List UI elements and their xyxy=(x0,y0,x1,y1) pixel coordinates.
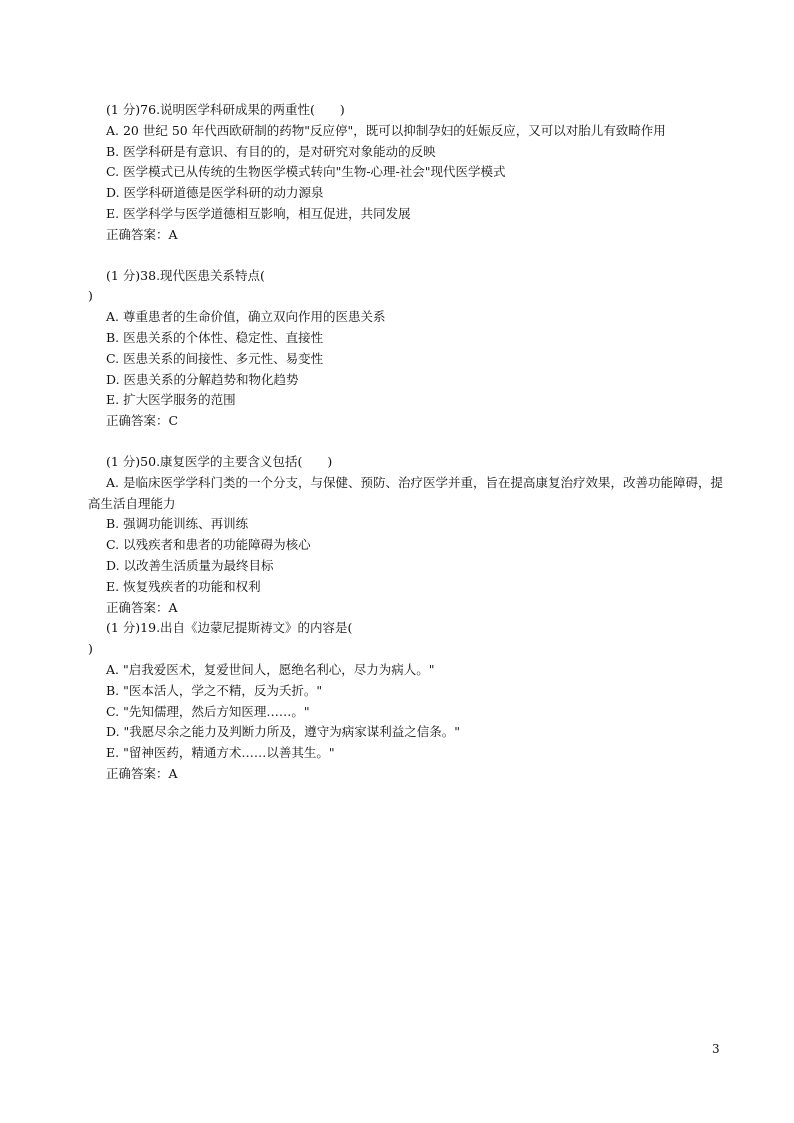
option-d: D. "我愿尽余之能力及判断力所及，遵守为病家谋利益之信条。" xyxy=(106,724,461,740)
option-b: B. 医患关系的个体性、稳定性、直接性 xyxy=(106,329,324,345)
correct-answer: 正确答案：A xyxy=(106,599,178,615)
question-38 xyxy=(88,266,728,432)
correct-answer: 正确答案：A xyxy=(106,765,178,781)
option-a: A. 20 世纪 50 年代西欧研制的药物"反应停"，既可以抑制孕妇的妊娠反应，又可以对胎儿有致畸作用 xyxy=(106,122,666,138)
page-number: 3 xyxy=(712,1042,720,1056)
option-d: D. 医学科研道德是医学科研的动力源泉 xyxy=(106,185,324,201)
question-19 xyxy=(88,618,728,784)
option-c: C. 医学模式已从传统的生物医学模式转向"生物-心理-社会"现代医学模式 xyxy=(106,164,506,180)
option-c: C. 以残疾者和患者的功能障碍为核心 xyxy=(106,537,311,553)
correct-answer: 正确答案：C xyxy=(106,413,179,429)
option-e: E. 扩大医学服务的范围 xyxy=(106,392,236,408)
document-body xyxy=(88,100,728,785)
question-76 xyxy=(88,100,728,246)
option-c: C. 医患关系的间接性、多元性、易变性 xyxy=(106,350,324,366)
correct-answer: 正确答案：A xyxy=(106,226,178,242)
option-d: D. 医患关系的分解趋势和物化趋势 xyxy=(106,371,299,387)
option-e: E. 医学科学与医学道德相互影响，相互促进，共同发展 xyxy=(106,205,411,221)
question-stem: (1 分)38.现代医患关系特点( xyxy=(106,267,265,283)
question-stem: (1 分)19.出自《边蒙尼提斯祷文》的内容是( xyxy=(106,620,353,636)
option-e: E. "留神医药，精通方术……以善其生。" xyxy=(106,745,335,761)
question-stem-close: ) xyxy=(88,641,93,657)
option-b: B. 强调功能训练、再训练 xyxy=(106,516,249,532)
option-a: A. "启我爱医术，复爱世间人，愿绝名利心，尽力为病人。" xyxy=(106,661,435,677)
option-b: B. "医本活人，学之不精，反为夭折。" xyxy=(106,682,323,698)
option-a: A. 尊重患者的生命价值，确立双向作用的医患关系 xyxy=(106,309,386,325)
option-d: D. 以改善生活质量为最终目标 xyxy=(106,557,274,573)
question-stem: (1 分)76.说明医学科研成果的两重性( ) xyxy=(106,102,345,117)
question-stem-close: ) xyxy=(88,288,93,304)
option-a: A. 是临床医学学科门类的一个分支，与保健、预防、治疗医学并重，旨在提高康复治疗效果，改善功能障碍，提高生活自理能力 xyxy=(88,474,723,511)
option-b: B. 医学科研是有意识、有目的的，是对研究对象能动的反映 xyxy=(106,143,436,159)
option-e: E. 恢复残疾者的功能和权利 xyxy=(106,578,261,594)
question-50 xyxy=(88,452,728,618)
option-c: C. "先知儒理，然后方知医理……。" xyxy=(106,703,310,719)
question-stem: (1 分)50.康复医学的主要含义包括( ) xyxy=(106,453,333,469)
